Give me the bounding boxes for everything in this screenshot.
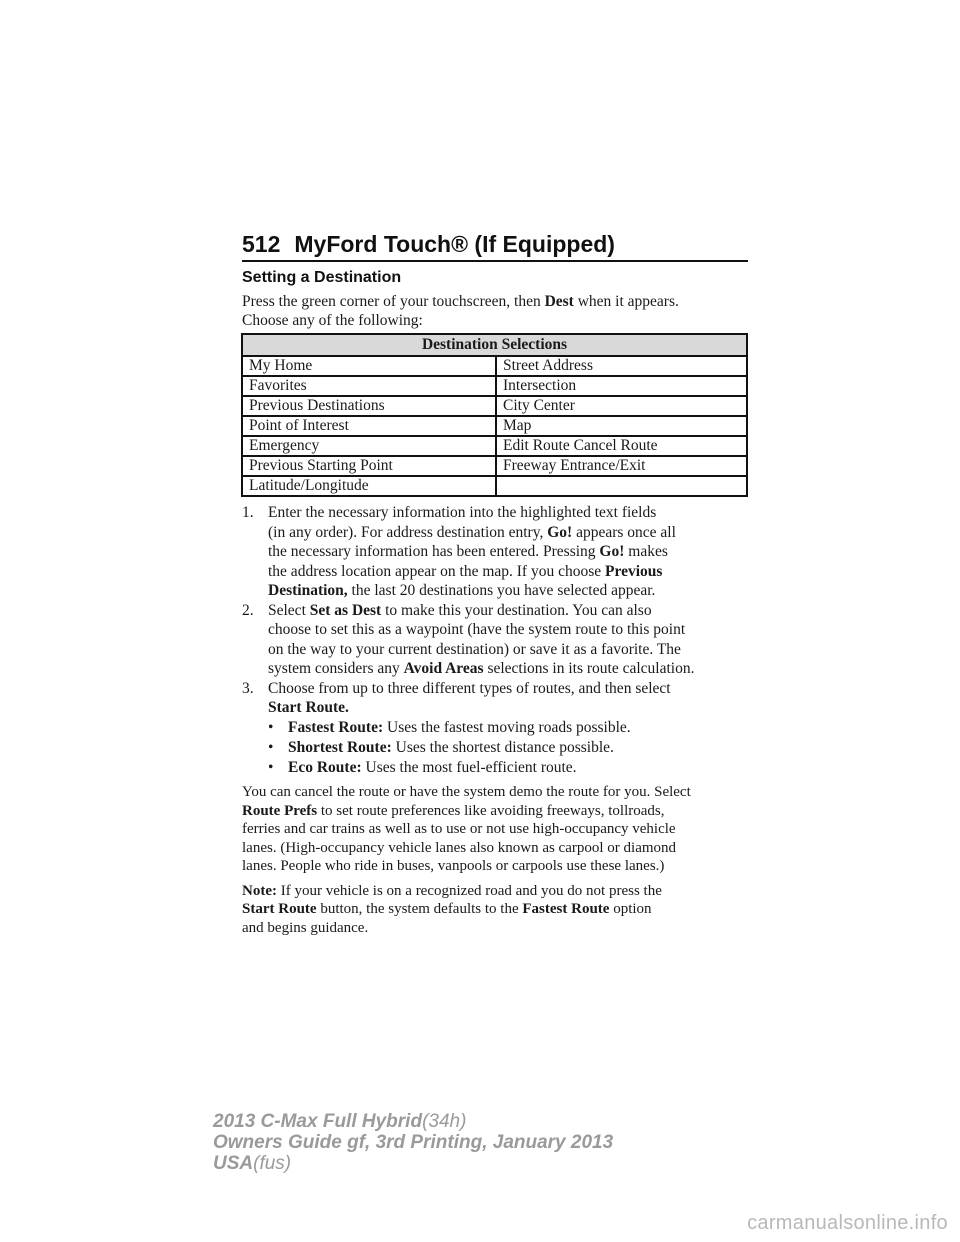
paragraph-text: lanes. People who ride in buses, vanpools or carpools use these lanes.) (242, 858, 665, 874)
table-cell: Previous Starting Point (242, 456, 496, 476)
table-cell (496, 476, 747, 496)
bullet-term: Shortest Route: (288, 738, 392, 756)
start-route-keyword: Start Route. (268, 699, 349, 716)
page-number: 512 (242, 231, 281, 257)
table-row (242, 356, 747, 376)
section-heading: Setting a Destination (242, 269, 402, 286)
step-text: choose to set this as a waypoint (have the system route to this point (268, 621, 686, 638)
text: selections in its route calculation. (483, 660, 695, 677)
previous-keyword: Previous (605, 562, 663, 580)
bullet-eco-route (242, 758, 748, 778)
step-text (268, 601, 748, 621)
bullet-shortest-route (242, 738, 748, 758)
paragraph-text (242, 900, 748, 919)
start-route-keyword: Start Route (242, 901, 317, 917)
table-row (242, 436, 747, 456)
table-cell: Street Address (496, 356, 747, 376)
table-cell: Emergency (242, 436, 496, 456)
text: appears once all (572, 523, 676, 541)
paragraph-text: lanes. (High-occupancy vehicle lanes also known as carpool or diamond (242, 839, 677, 856)
text: to set route preferences like avoiding freeways, tollroads, (317, 802, 665, 819)
text: Select (268, 601, 310, 619)
step-text: Enter the necessary information into the highlighted text fields (268, 504, 657, 521)
route-prefs-paragraph (242, 783, 748, 876)
text: makes (624, 543, 668, 560)
text: the necessary information has been entered. Pressing (268, 543, 600, 560)
go-keyword: Go! (547, 523, 573, 541)
step-2 (242, 601, 748, 679)
step-text: Choose from up to three different types of routes, and then select (268, 679, 671, 697)
intro-text: when it appears. (573, 293, 679, 310)
route-prefs-keyword: Route Prefs (242, 802, 318, 819)
paragraph-text: You can cancel the route or have the system demo the route for you. Select (242, 784, 691, 800)
table-cell: Favorites (242, 376, 496, 396)
text: to make this your destination. You can also (381, 601, 652, 619)
step-text (268, 581, 748, 601)
text: the address location appear on the map. If you choose (268, 562, 606, 580)
step-3 (242, 679, 748, 718)
fastest-route-keyword: Fastest Route (522, 901, 610, 917)
footer-model: 2013 C-Max Full Hybrid (213, 1111, 423, 1132)
bullet-term: Eco Route: (288, 758, 362, 776)
intro-text: Press the green corner of your touchscreen, then (242, 293, 545, 310)
step-text (268, 659, 748, 679)
table-row (242, 396, 747, 416)
step-text (268, 562, 748, 582)
bullet-icon: • (268, 718, 274, 736)
table-cell: My Home (242, 356, 496, 376)
table-cell: City Center (496, 396, 747, 416)
go-keyword: Go! (599, 543, 625, 560)
text: the last 20 destinations you have selected appear. (347, 582, 656, 599)
intro-text: Choose any of the following: (242, 312, 423, 329)
footer-code: (fus) (253, 1153, 292, 1174)
footer-line (213, 1111, 613, 1132)
table-header: Destination Selections (242, 334, 747, 356)
dest-keyword: Dest (544, 293, 574, 310)
footer-region: USA (213, 1153, 254, 1174)
instructions-body (242, 503, 748, 937)
text: option (609, 901, 652, 917)
table-row (242, 476, 747, 496)
set-as-dest-keyword: Set as Dest (309, 601, 382, 619)
table-row (242, 376, 747, 396)
bullet-fastest-route (242, 718, 748, 738)
text: button, the system defaults to the (316, 901, 523, 917)
footer-code: (34h) (422, 1111, 467, 1132)
step-1 (242, 503, 748, 601)
paragraph-text: and begins guidance. (242, 919, 369, 936)
step-text: on the way to your current destination) or save it as a favorite. The (268, 640, 681, 658)
intro-paragraph (242, 292, 748, 330)
table-cell: Previous Destinations (242, 396, 496, 416)
footer-line: Owners Guide gf, 3rd Printing, January 2013 (213, 1132, 614, 1153)
step-text (268, 542, 748, 562)
paragraph-text: ferries and car trains as well as to use or not use high-occupancy vehicle (242, 821, 676, 837)
destination-selections-table (241, 333, 748, 497)
footer-line (213, 1153, 613, 1174)
text: system considers any (268, 660, 404, 677)
table-cell: Freeway Entrance/Exit (496, 456, 747, 476)
text: If your vehicle is on a recognized road and you do not press the (276, 882, 662, 899)
step-number: 1. (242, 504, 254, 521)
table-cell: Edit Route Cancel Route (496, 436, 747, 456)
page-header (242, 230, 748, 262)
chapter-title: MyFord Touch® (If Equipped) (294, 231, 615, 257)
table-cell: Point of Interest (242, 416, 496, 436)
bullet-text: Uses the shortest distance possible. (391, 738, 614, 756)
table-cell: Map (496, 416, 747, 436)
paragraph-text (242, 882, 748, 901)
text: (in any order). For address destination entry, (268, 523, 548, 541)
avoid-areas-keyword: Avoid Areas (403, 660, 484, 677)
destination-keyword: Destination, (268, 582, 348, 599)
watermark: carmanualsonline.info (747, 1212, 948, 1234)
bullet-icon: • (268, 738, 274, 756)
table-cell: Latitude/Longitude (242, 476, 496, 496)
page-footer (213, 1111, 613, 1174)
table-cell: Intersection (496, 376, 747, 396)
bullet-icon: • (268, 758, 274, 776)
table-row (242, 416, 747, 436)
paragraph-text (242, 802, 748, 821)
note-paragraph (242, 882, 748, 938)
table-row (242, 456, 747, 476)
step-number: 2. (242, 601, 254, 619)
note-label: Note: (242, 882, 277, 899)
bullet-term: Fastest Route: (288, 718, 384, 736)
step-number: 3. (242, 679, 254, 697)
bullet-text: Uses the most fuel-efficient route. (361, 758, 577, 776)
step-text (268, 523, 748, 543)
bullet-text: Uses the fastest moving roads possible. (383, 718, 631, 736)
